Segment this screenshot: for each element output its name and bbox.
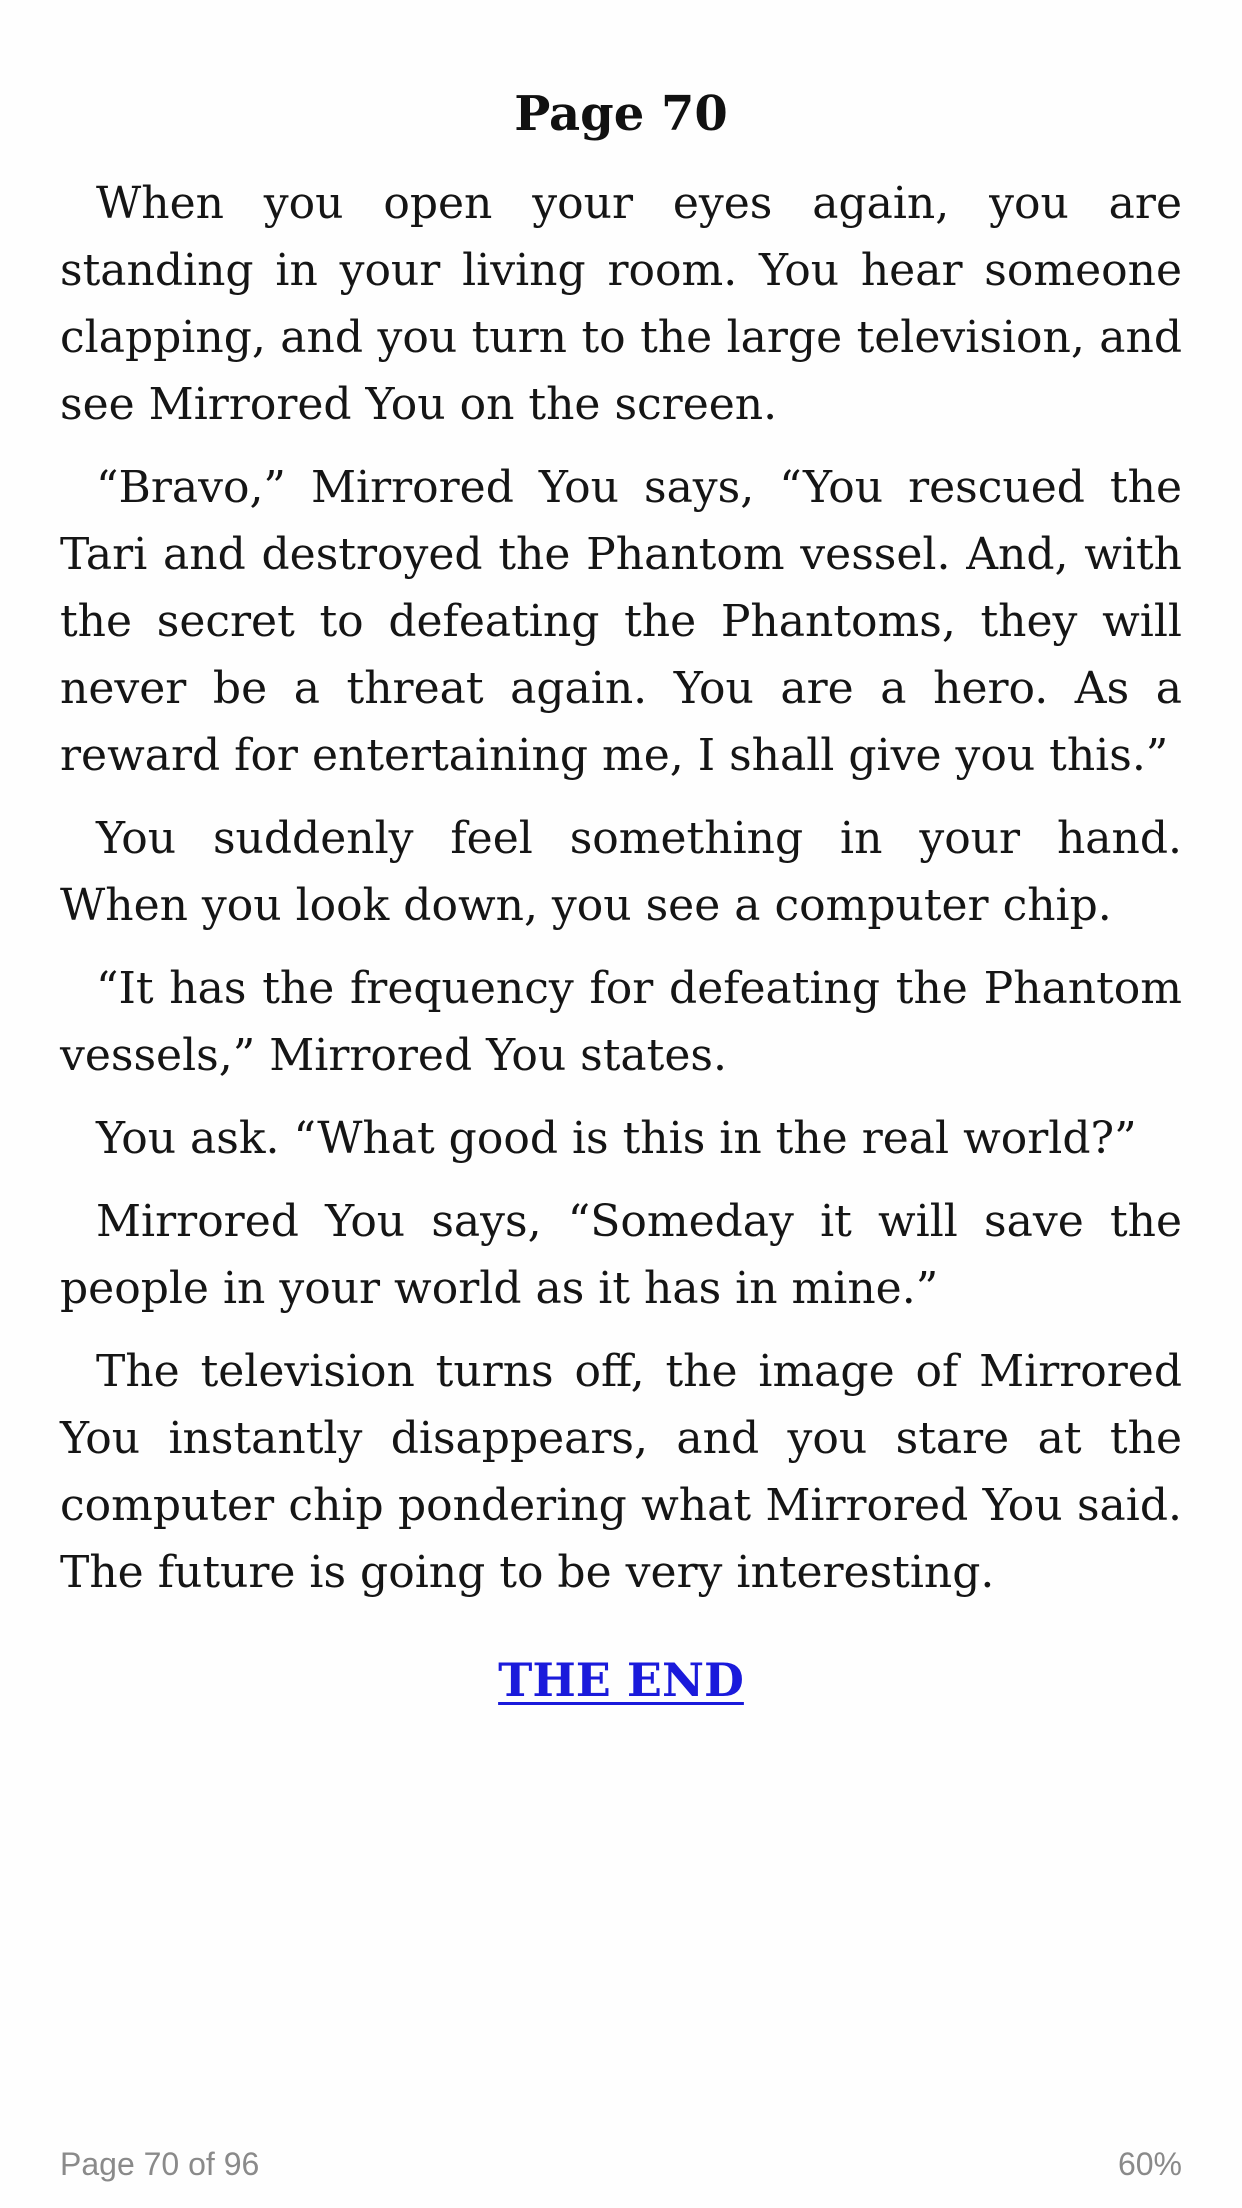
story-paragraph: The television turns off, the image of Mirrored You instantly disappears, and you stare at the computer chip pondering what Mirrored You said. The future is going to be very interesting.	[60, 1346, 1182, 1598]
story-paragraph: You suddenly feel something in your hand. When you look down, you see a computer chip.	[60, 813, 1182, 931]
story-paragraph: You ask. “What good is this in the real world?”	[96, 1113, 1137, 1164]
story-paragraph: When you open your eyes again, you are standing in your living room. You hear someone clapping, and you turn to the large television, and see Mirrored You on the screen.	[60, 178, 1182, 430]
reader-footer	[60, 2146, 1182, 2186]
story-text	[60, 170, 1182, 1606]
reader-content	[60, 0, 1182, 1710]
the-end-link[interactable]: THE END	[498, 1653, 744, 1707]
story-paragraph: “Bravo,” Mirrored You says, “You rescued the Tari and destroyed the Phantom vessel. And, with the secret to defeating the Phantoms, they will never be a threat again. You are a hero. As a reward for entertaining me, I shall give you this.”	[60, 462, 1182, 781]
page-title: Page 70	[514, 86, 728, 142]
story-paragraph: Mirrored You says, “Someday it will save the people in your world as it has in mine.”	[60, 1196, 1182, 1314]
reading-progress: 60%	[1117, 2146, 1182, 2182]
end-link-container	[60, 1650, 1182, 1710]
page-indicator: Page 70 of 96	[60, 2146, 260, 2182]
story-paragraph: “It has the frequency for defeating the Phantom vessels,” Mirrored You states.	[60, 963, 1182, 1081]
